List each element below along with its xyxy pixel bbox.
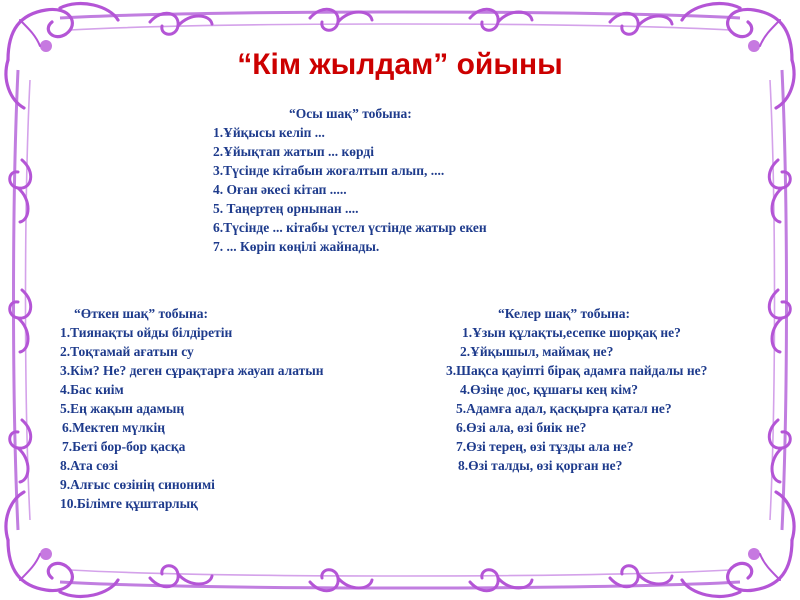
past-item: 5.Ең жақын адамың [60, 401, 185, 416]
future-item: 6.Өзі ала, өзі биік не? [456, 420, 587, 435]
present-tense-group [213, 104, 487, 256]
past-item: 4.Бас киім [60, 382, 124, 397]
future-item: 2.Ұйқышыл, маймақ не? [460, 344, 614, 359]
past-item: 1.Тиянақты ойды білдіретін [60, 325, 233, 340]
past-tense-group [60, 304, 324, 513]
present-item: 4. Оған әкесі кітап ..... [213, 182, 347, 197]
past-item: 3.Кім? Не? деген сұрақтарға жауап алатын [60, 363, 324, 378]
past-item: 9.Алғыс сөзінің синонимі [60, 477, 215, 492]
present-item: 1.Ұйқысы келіп ... [213, 125, 325, 140]
present-group-heading: “Осы шақ” тобына: [289, 106, 412, 121]
future-group-heading: “Келер шақ” тобына: [498, 306, 631, 321]
future-item: 7.Өзі терең, өзі тұзды ала не? [456, 439, 634, 454]
present-item: 5. Таңертең орнынан .... [213, 201, 359, 216]
future-item: 8.Өзі талды, өзі қорған не? [458, 458, 623, 473]
present-item: 6.Түсінде ... кітабы үстел үстінде жатыр екен [213, 220, 487, 235]
future-item: 3.Шақса қауіпті бірақ адамға пайдалы не? [446, 363, 708, 378]
present-item: 7. ... Көріп көңілі жайнады. [213, 239, 380, 254]
present-item: 3.Түсінде кітабын жоғалтып алып, .... [213, 163, 445, 178]
past-item: 8.Ата сөзі [60, 458, 119, 473]
future-item: 5.Адамға адал, қасқырға қатал не? [456, 401, 672, 416]
past-item: 2.Тоқтамай ағатын су [60, 344, 194, 359]
future-tense-group [444, 304, 707, 475]
past-item: 7.Беті бор-бор қасқа [62, 439, 186, 454]
future-item: 1.Ұзын құлақты,есепке шорқақ не? [462, 325, 681, 340]
past-group-heading: “Өткен шақ” тобына: [74, 306, 209, 321]
past-item: 10.Білімге құштарлық [60, 496, 198, 511]
future-item: 4.Өзіңе дос, құшағы кең кім? [460, 382, 639, 397]
past-item: 6.Мектеп мүлкің [62, 420, 166, 435]
present-item: 2.Ұйықтап жатып ... көрді [213, 144, 374, 159]
page-title: “Кім жылдам” ойыны [237, 48, 563, 81]
